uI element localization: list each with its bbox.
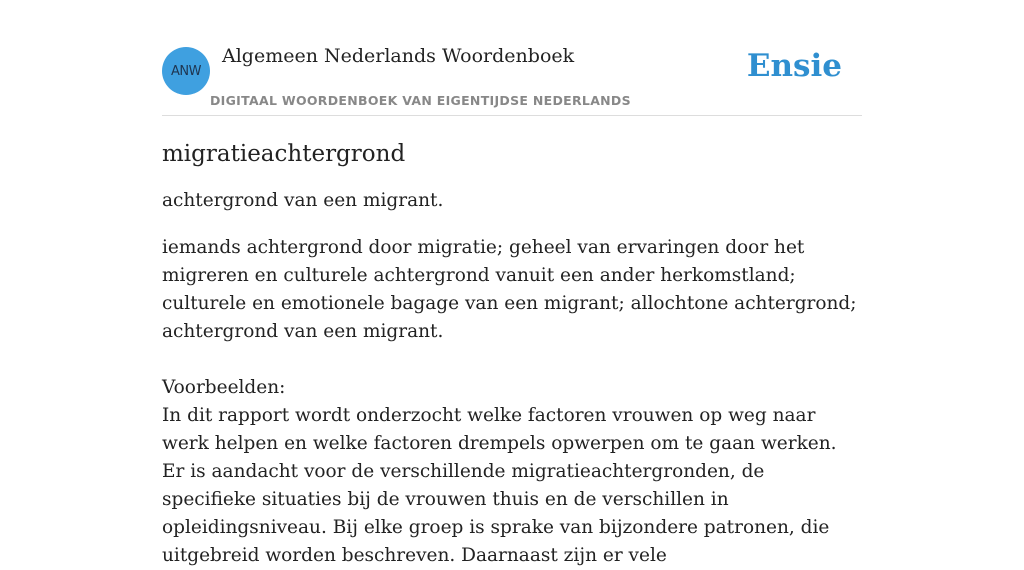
short-definition: achtergrond van een migrant. (162, 190, 444, 211)
entry-title: migratieachtergrond (162, 141, 406, 167)
long-definition: iemands achtergrond door migratie; geheel van ervaringen door het migreren en culturele achtergrond vanuit een ander herkomstland; culturele en emotionele bagage van een migrant; allochtone achtergrond; achtergrond van een migrant. (162, 237, 857, 342)
entry-content (162, 136, 862, 570)
site-subtitle: DIGITAAL WOORDENBOEK VAN EIGENTIJDSE NEDERLANDS (210, 93, 631, 108)
example-text: In dit rapport wordt onderzocht welke factoren vrouwen op weg naar werk helpen en welke factoren drempels opwerpen om te gaan werken. Er is aandacht voor de verschillende migratieachtergronden, de specifieke situaties bij de vrouwen thuis en de verschillen in opleidingsniveau. Bij elke groep is sprake van bijzondere patronen, die uitgebreid worden beschreven. Daarnaast zijn er vele (162, 405, 837, 566)
ensie-brand-link[interactable]: Ensie (746, 48, 842, 84)
examples-label: Voorbeelden: (162, 377, 286, 398)
anw-logo[interactable]: ANW (162, 47, 210, 95)
site-header (162, 0, 862, 116)
site-title[interactable]: Algemeen Nederlands Woordenboek (222, 45, 575, 67)
